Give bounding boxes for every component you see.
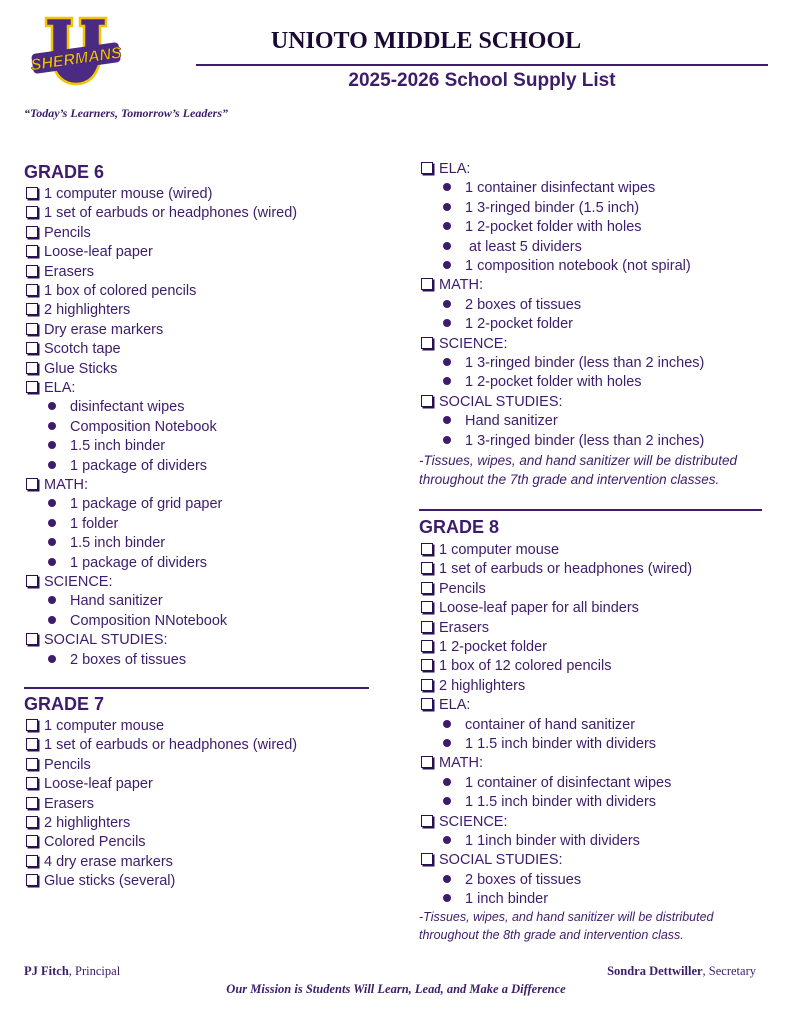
item-text: ELA: [439,161,471,177]
checklist-item [26,573,113,592]
bullet-item [443,412,558,431]
checkbox-icon [421,853,433,865]
checklist-item [421,657,612,676]
bullet-item [48,592,163,611]
item-text: SOCIAL STUDIES: [439,852,563,869]
bullet-item [443,890,548,909]
bullet-item [443,832,640,851]
item-text: 1 3-ringed binder (1.5 inch) [465,199,640,216]
checkbox-icon [421,640,433,652]
item-text: 1 composition notebook (not spiral) [465,258,691,274]
bullet-item [443,793,656,812]
grade7-heading: GRADE 7 [24,694,105,714]
checkbox-icon [26,303,38,315]
bullet-item [48,612,227,631]
principal-name: PJ Fitch [24,964,69,978]
item-text: 1 computer mouse [44,718,165,734]
grade6-divider [24,687,369,689]
bullet-icon [443,358,451,366]
checklist-item [421,599,639,618]
item-text: Scotch tape [44,341,121,358]
checklist-item [26,340,121,359]
bullet-icon [443,875,451,883]
item-text: 1 3-ringed binder (less than 2 inches) [465,432,705,449]
item-text: 1 1.5 inch binder with dividers [465,736,657,752]
checklist-item [26,282,196,301]
mission-statement: Our Mission is Students Will Learn, Lead, and Make a Difference [226,982,566,996]
checklist-item [26,853,173,872]
item-text: SCIENCE: [439,335,508,352]
item-text: 1 1.5 inch binder with dividers [465,794,657,811]
bullet-icon [48,558,56,566]
item-text: SCIENCE: [439,813,508,830]
item-text: 1 box of 12 colored pencils [439,658,612,675]
bullet-item [443,238,582,257]
item-text: 1 1inch binder with dividers [465,833,640,849]
bullet-icon [443,836,451,844]
checkbox-icon [26,206,38,218]
item-text: 1.5 inch binder [70,535,166,552]
item-text: 1 package of dividers [70,457,208,474]
bullet-item [48,457,207,476]
item-text: MATH: [439,277,484,294]
bullet-item [443,432,704,451]
bullet-icon [443,222,451,230]
checklist-item [26,360,117,379]
item-text: 2 highlighters [439,677,526,694]
checkbox-icon [421,582,433,594]
bullet-item [48,495,222,514]
item-text: Erasers [439,619,489,636]
item-text: ELA: [44,380,76,396]
checklist-item [421,813,508,832]
checklist-item [26,756,91,775]
checkbox-icon [421,337,433,349]
bullet-icon [48,441,56,449]
item-text: Erasers [44,263,94,280]
checklist-item [26,631,168,650]
item-text: 1 folder [70,515,119,532]
bullet-item [443,354,704,373]
item-text: SCIENCE: [44,574,113,590]
bullet-icon [443,416,451,424]
checklist-item [26,872,175,891]
bullet-item [443,296,581,315]
checkbox-icon [26,245,38,257]
bullet-icon [443,203,451,211]
checkbox-icon [26,633,38,645]
bullet-item [443,871,581,890]
bullet-item [443,716,635,735]
item-text: 1 computer mouse (wired) [44,186,213,202]
item-text: 2 boxes of tissues [465,871,582,888]
bullet-icon [48,499,56,507]
checkbox-icon [421,621,433,633]
bullet-item [48,418,217,437]
item-text: 1 2-pocket folder [465,316,574,333]
bullet-icon [48,402,56,410]
checklist-item [26,204,297,223]
item-text: Pencils [44,224,91,241]
bullet-item [48,515,118,534]
checklist-item [421,696,470,715]
supply-list-title: 2025-2026 School Supply List [348,70,616,91]
checkbox-icon [26,362,38,374]
bullet-item [443,315,573,334]
item-text: container of hand sanitizer [465,716,636,733]
checkbox-icon [26,816,38,828]
checklist-item [26,717,164,736]
bullet-icon [443,319,451,327]
checklist-item [421,619,489,638]
checkbox-icon [26,777,38,789]
checklist-item [421,580,486,599]
checklist-item [421,754,483,773]
checklist-item [421,160,470,179]
checkbox-icon [26,478,38,490]
principal-signature [24,964,120,979]
bullet-icon [48,538,56,546]
bullet-icon [443,261,451,269]
bullet-icon [48,519,56,527]
bullet-icon [443,739,451,747]
checklist-item [421,677,525,696]
item-text: Loose-leaf paper [44,776,153,793]
checkbox-icon [26,738,38,750]
grade7-note-line1: -Tissues, wipes, and hand sanitizer will be distributed [419,453,738,468]
item-text: 1.5 inch binder [70,438,166,455]
bullet-item [48,534,165,553]
principal-title: , Principal [68,964,121,978]
checkbox-icon [26,187,38,199]
bullet-item [48,554,207,573]
checkbox-icon [26,758,38,770]
shermans-logo [28,14,124,90]
school-motto: “Today’s Learners, Tomorrow’s Leaders” [24,106,228,120]
checklist-item [26,321,163,340]
checkbox-icon [26,265,38,277]
checkbox-icon [421,756,433,768]
item-text: 1 package of grid paper [70,496,223,513]
checkbox-icon [421,543,433,555]
checkbox-icon [26,835,38,847]
item-text: Colored Pencils [44,834,146,851]
item-text: MATH: [439,755,484,772]
bullet-icon [443,183,451,191]
checklist-item [26,795,94,814]
checkbox-icon [421,659,433,671]
bullet-icon [48,461,56,469]
item-text: 1 set of earbuds or headphones (wired) [439,561,693,578]
checklist-item [26,301,130,320]
bullet-icon [443,778,451,786]
bullet-icon [443,300,451,308]
grade8-heading: GRADE 8 [419,517,500,537]
grade8-note-line1: -Tissues, wipes, and hand sanitizer will be distributed [419,910,714,924]
checkbox-icon [421,278,433,290]
item-text: 2 boxes of tissues [70,651,187,668]
item-text: at least 5 dividers [465,238,582,255]
item-text: 1 2-pocket folder with holes [465,374,642,391]
item-text: 2 highlighters [44,302,131,319]
item-text: disinfectant wipes [70,399,185,416]
checkbox-icon [421,562,433,574]
item-text: MATH: [44,477,89,493]
item-text: Hand sanitizer [70,593,163,610]
item-text: SOCIAL STUDIES: [439,393,563,410]
bullet-icon [443,894,451,902]
checkbox-icon [26,797,38,809]
title-divider [196,64,768,66]
school-name: UNIOTO MIDDLE SCHOOL [270,28,582,54]
grade6-heading: GRADE 6 [24,162,105,182]
item-text: 1 set of earbuds or headphones (wired) [44,205,298,222]
item-text: Glue Sticks [44,360,118,377]
secretary-title: , Secretary [702,964,756,978]
item-text: 1 package of dividers [70,554,208,571]
checklist-item [26,814,130,833]
checkbox-icon [26,874,38,886]
item-text: 4 dry erase markers [44,853,173,870]
checkbox-icon [421,395,433,407]
checkbox-icon [26,342,38,354]
checklist-item [26,243,153,262]
checkbox-icon [26,719,38,731]
item-text: Glue sticks (several) [44,873,176,890]
item-text: 2 highlighters [44,815,131,831]
grade8-note-line2: throughout the 8th grade and intervention class. [419,928,684,942]
item-text: SOCIAL STUDIES: [44,632,168,649]
item-text: 1 inch binder [465,891,549,908]
checkbox-icon [26,381,38,393]
checkbox-icon [26,284,38,296]
item-text: 1 3-ringed binder (less than 2 inches) [465,355,705,371]
grade7-divider [419,509,762,511]
bullet-item [443,735,656,754]
checkbox-icon [26,855,38,867]
item-text: ELA: [439,697,471,714]
checkbox-icon [421,679,433,691]
bullet-icon [443,242,451,250]
item-text: 2 boxes of tissues [465,296,582,313]
checkbox-icon [421,698,433,710]
checkbox-icon [421,815,433,827]
bullet-icon [48,616,56,624]
bullet-icon [443,436,451,444]
checklist-item [421,335,508,354]
item-text: 1 2-pocket folder with holes [465,219,642,236]
bullet-icon [443,797,451,805]
checklist-item [26,263,94,282]
bullet-item [48,398,184,417]
checkbox-icon [26,575,38,587]
checklist-item [421,638,547,657]
item-text: Loose-leaf paper [44,244,153,261]
checklist-item [26,379,75,398]
item-text: Pencils [44,756,91,773]
checklist-item [421,393,563,412]
item-text: 1 set of earbuds or headphones (wired) [44,737,298,754]
bullet-icon [443,377,451,385]
bullet-item [443,199,639,218]
item-text: Composition NNotebook [70,612,228,629]
item-text: 1 container disinfectant wipes [465,180,656,197]
checklist-item [26,476,88,495]
bullet-item [48,651,186,670]
checklist-item [421,851,563,870]
item-text: Pencils [439,580,486,597]
bullet-item [443,373,642,392]
checklist-item [421,276,483,295]
item-text: 1 container of disinfectant wipes [465,774,672,791]
checkbox-icon [421,601,433,613]
logo-text: SHERMANS [29,44,123,75]
item-text: 1 2-pocket folder [439,639,548,655]
item-text: 1 computer mouse [439,542,560,558]
grade7-note-line2: throughout the 7th grade and intervention classes. [419,472,720,487]
bullet-icon [48,655,56,663]
checklist-item [26,185,212,204]
checklist-item [26,833,146,852]
bullet-item [443,179,655,198]
item-text: Composition Notebook [70,418,217,435]
bullet-item [443,257,691,276]
checklist-item [421,541,559,560]
bullet-item [443,774,671,793]
checklist-item [421,560,692,579]
item-text: Erasers [44,795,94,812]
checkbox-icon [26,226,38,238]
bullet-icon [48,596,56,604]
bullet-icon [443,720,451,728]
item-text: Hand sanitizer [465,413,558,430]
checkbox-icon [26,323,38,335]
item-text: Dry erase markers [44,321,164,338]
bullet-icon [48,422,56,430]
checklist-item [26,736,297,755]
secretary-signature [607,964,756,979]
checkbox-icon [421,162,433,174]
bullet-item [443,218,642,237]
checklist-item [26,224,91,243]
bullet-item [48,437,165,456]
item-text: 1 box of colored pencils [44,283,197,299]
item-text: Loose-leaf paper for all binders [439,600,639,617]
secretary-name: Sondra Dettwiller [607,964,703,978]
checklist-item [26,775,153,794]
